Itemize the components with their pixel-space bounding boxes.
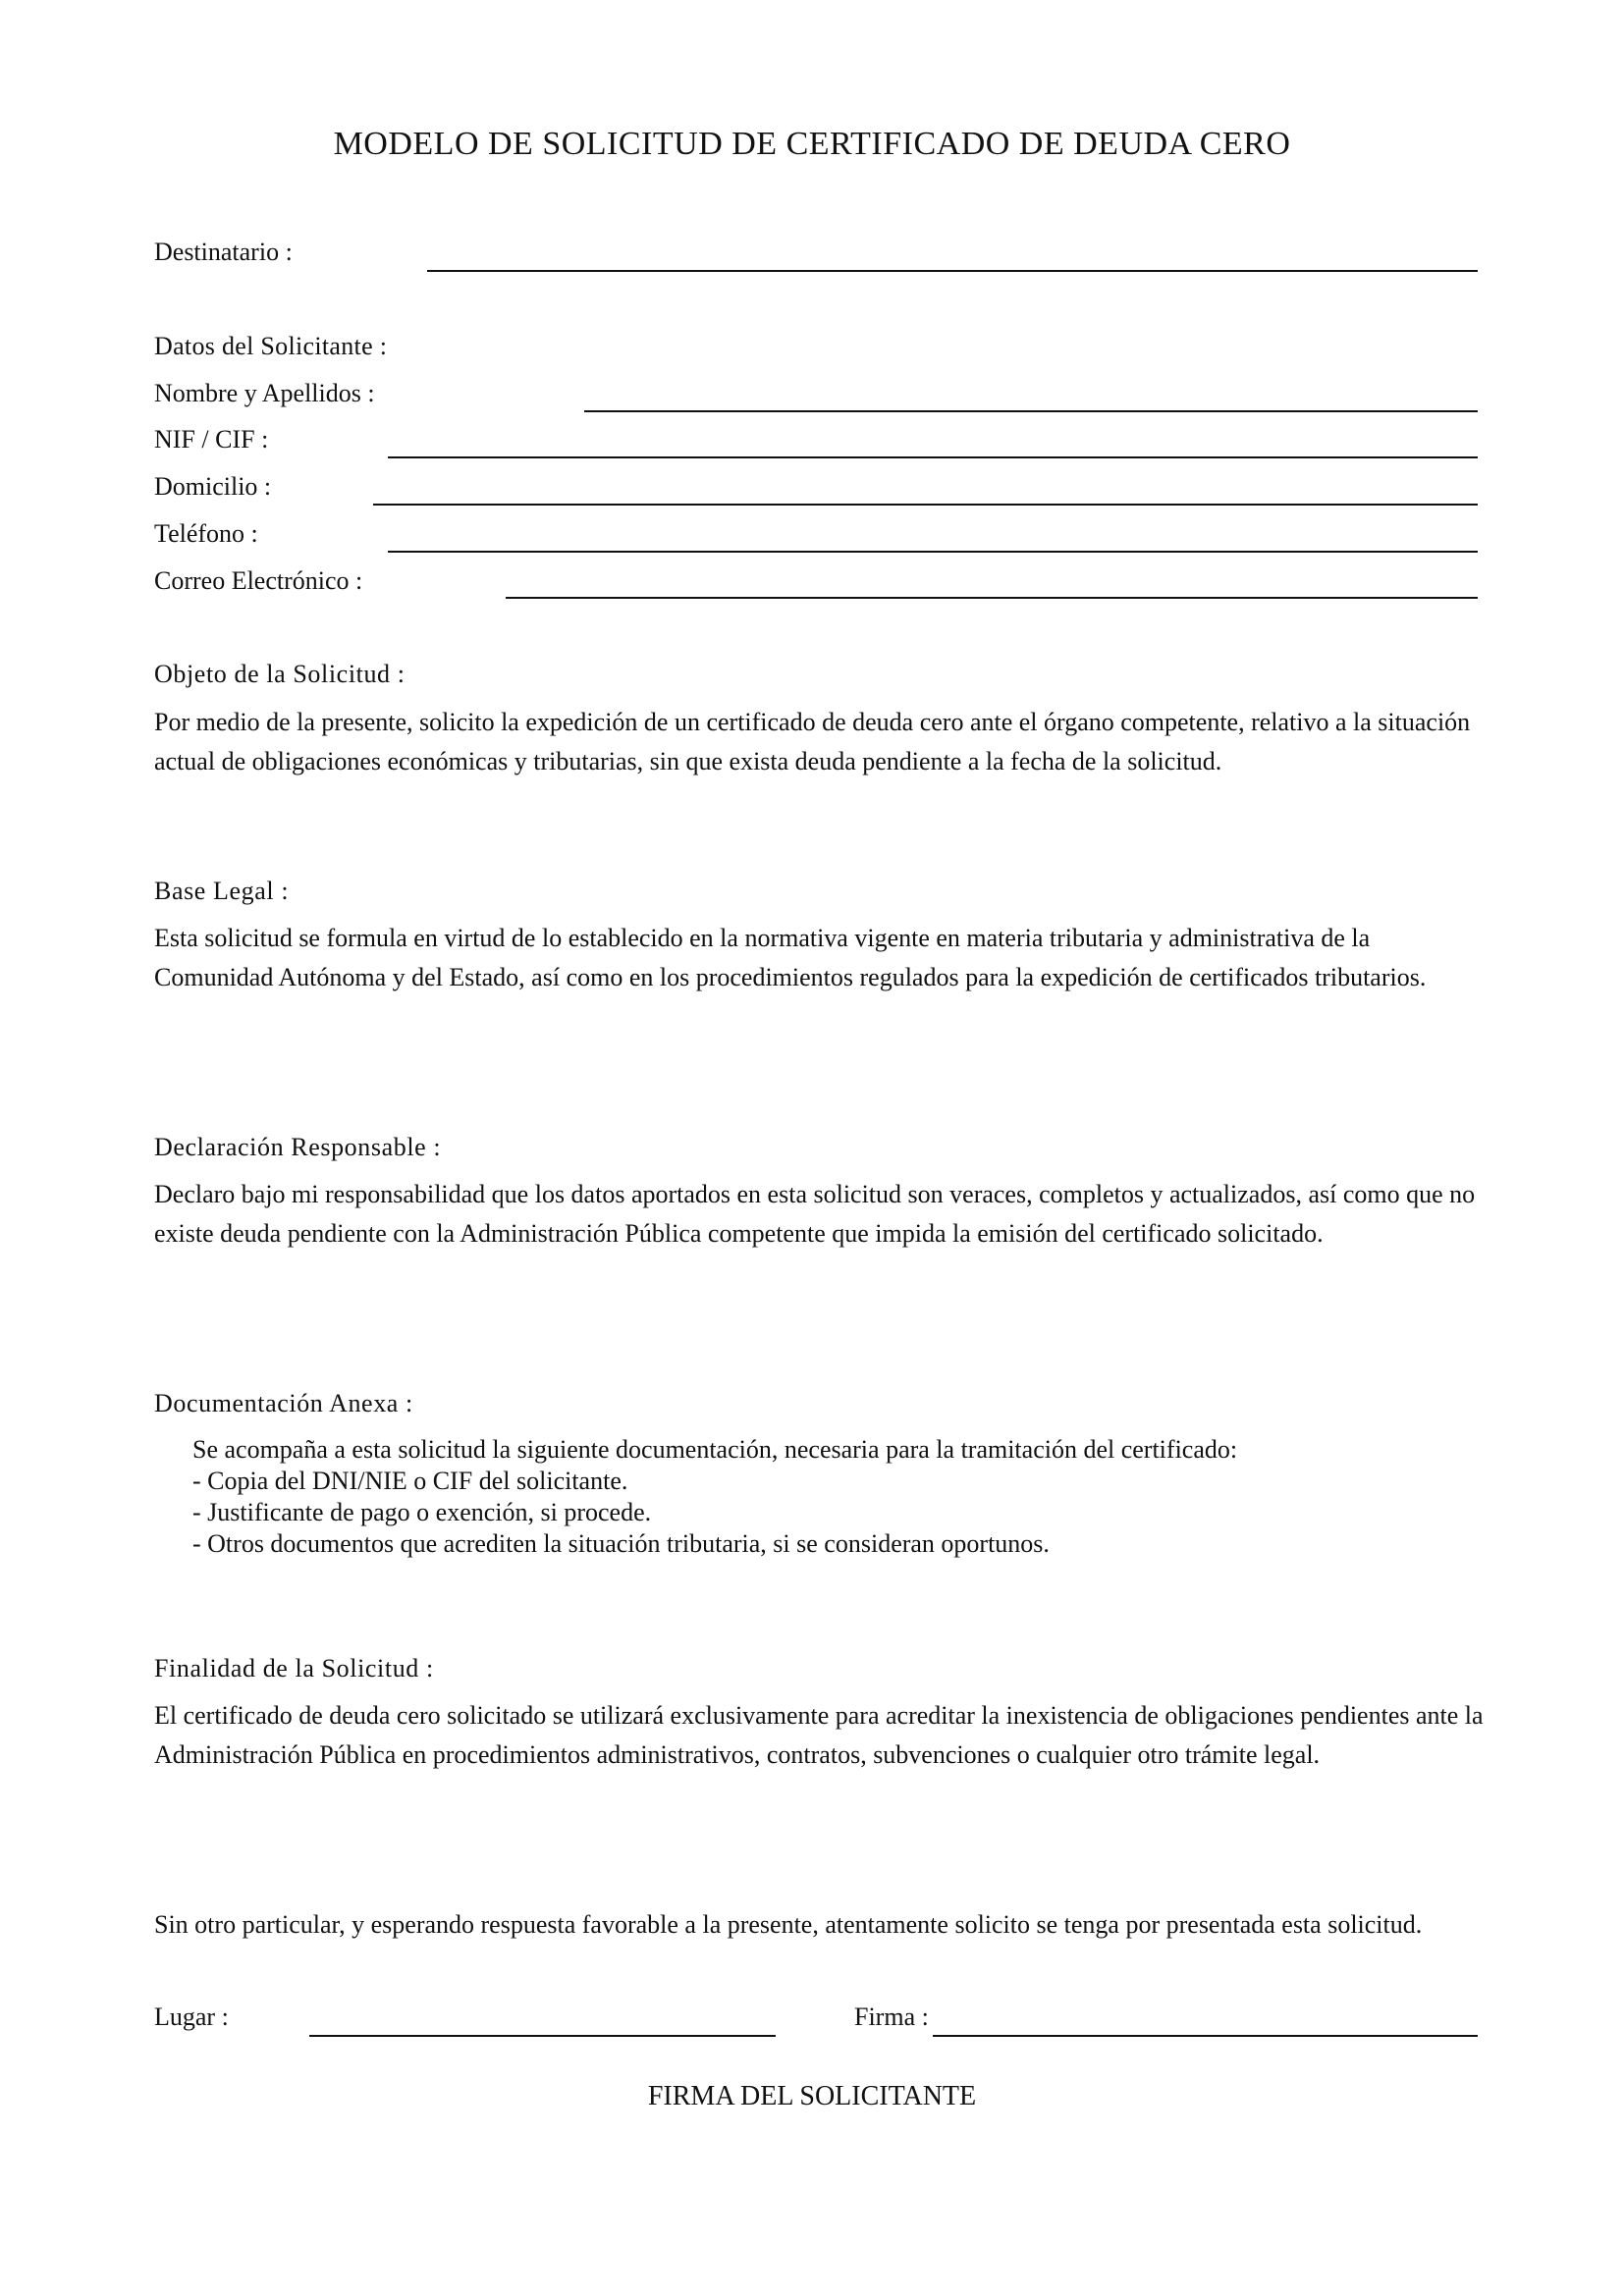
purpose-body: El certificado de deuda cero solicitado se utilizará exclusivamente para acreditar la inexistencia de obligaciones pendientes ante la Administración Pública en procedimientos administrativos, contratos, subvenciones o cualquier otro trámite legal. xyxy=(154,1701,1484,1769)
name-field[interactable] xyxy=(584,410,1478,412)
sign-field[interactable] xyxy=(933,2035,1478,2037)
object-heading: Objeto de la Solicitud : xyxy=(154,660,406,688)
page-title: MODELO DE SOLICITUD DE CERTIFICADO DE DEUDA CERO xyxy=(333,126,1291,162)
legal-body: Esta solicitud se formula en virtud de lo establecido en la normativa vigente en materia tributaria y administrativa de la Comunidad Autónoma y del Estado, así como en los procedimientos regulados para la expedición de certificados tributarios. xyxy=(154,924,1427,991)
annex-intro: Se acompaña a esta solicitud la siguiente documentación, necesaria para la tramitación del certificado: xyxy=(192,1435,1238,1464)
annex-item: - Justificante de pago o exención, si procede. xyxy=(192,1498,652,1526)
place-field[interactable] xyxy=(309,2035,776,2037)
sign-label: Firma : xyxy=(854,2002,929,2031)
address-label: Domicilio : xyxy=(154,472,272,501)
recipient-field[interactable] xyxy=(427,270,1478,272)
annex-list xyxy=(192,1434,1237,1560)
annex-heading: Documentación Anexa : xyxy=(154,1389,413,1417)
nif-field[interactable] xyxy=(388,456,1478,458)
place-label: Lugar : xyxy=(154,2002,229,2031)
purpose-heading: Finalidad de la Solicitud : xyxy=(154,1654,434,1682)
declaration-heading: Declaración Responsable : xyxy=(154,1133,442,1161)
recipient-label: Destinatario : xyxy=(154,238,293,266)
email-field[interactable] xyxy=(506,597,1478,599)
phone-label: Teléfono : xyxy=(154,519,258,548)
address-field[interactable] xyxy=(373,504,1478,506)
phone-field[interactable] xyxy=(388,551,1478,553)
object-body: Por medio de la presente, solicito la expedición de un certificado de deuda cero ante el órgano competente, relativo a la situación actual de obligaciones económicas y tributarias, sin que exista deuda pendiente a la fecha de la solicitud. xyxy=(154,708,1471,775)
declaration-body: Declaro bajo mi responsabilidad que los datos aportados en esta solicitud son veraces, completos y actualizados, así como que no existe deuda pendiente con la Administración Pública competente que impida la emisión del certificado solicitado. xyxy=(154,1180,1476,1248)
applicant-heading: Datos del Solicitante : xyxy=(154,332,388,360)
name-label: Nombre y Apellidos : xyxy=(154,379,375,407)
signature-caption: FIRMA DEL SOLICITANTE xyxy=(647,2081,977,2111)
legal-heading: Base Legal : xyxy=(154,877,290,905)
annex-item: - Copia del DNI/NIE o CIF del solicitante. xyxy=(192,1467,628,1495)
email-label: Correo Electrónico : xyxy=(154,566,363,595)
nif-label: NIF / CIF : xyxy=(154,425,269,454)
closing-text: Sin otro particular, y esperando respuesta favorable a la presente, atentamente solicito se tenga por presentada esta solicitud. xyxy=(154,1910,1423,1939)
annex-item: - Otros documentos que acrediten la situación tributaria, si se consideran oportunos. xyxy=(192,1529,1050,1558)
